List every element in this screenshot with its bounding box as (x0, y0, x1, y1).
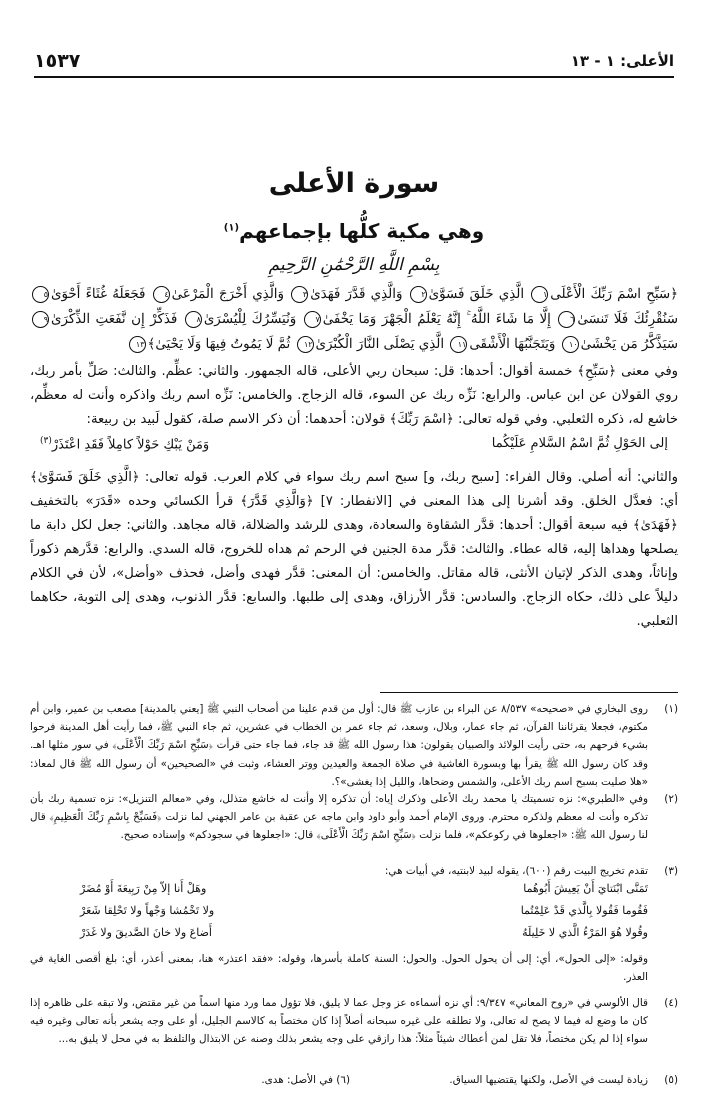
footnote-number: (٢) (664, 793, 678, 805)
footnote-number: (٦) (336, 1074, 350, 1086)
ayah-number-marker: ٢ (410, 286, 427, 303)
footnote-3 (30, 862, 678, 880)
page-number: ١٥٣٧ (34, 50, 81, 72)
surah-title: سورة الأعلى (268, 168, 440, 199)
footnote-number: (٤) (664, 997, 678, 1009)
verse-text: إِلَّا مَا شَاءَ اللَّهُ ۚ إِنَّهُ يَعْلَمُ الْجَهْرَ وَمَا يَخْفَىٰ (322, 312, 551, 327)
footnote-text: وقوله: «إلى الحول»، أي: إلى أن يحول الحول. والحول: السنة كاملة بأسرها، وقوله: «فقد اعتذر» هنا، بمعنى أعذر، أي: بلغ أقصى الغاية في العذر. (30, 953, 648, 984)
ayah-number-marker: ١٠ (562, 336, 579, 353)
running-header (34, 46, 674, 78)
subtitle-text: وهي مكية كلُّها بإجماعهم (239, 219, 485, 243)
footnote-text: قال الألوسي في «روح المعاني» ٩/٣٤٧: أي نزه أسماءه عز وجل عما لا يليق، فلا تؤول مما ورد منها اسماً من غير مقتض، ولا تبقه على ظاهره إذا كان ما وضع له فيما لا يصح له تعالى، ولا تطلقه على غيره سبحانه أصلاً إذا كان مختصاً به كالاسم الجليل، أو على وجه يشعر بأنه تعالى وغيره فيه سواء إذا لم يكن مختصاً، فلا تقل لمن أعطاك شيئاً مثلاً: هذا رازقي على وجه يشعر بذلك وصنه عن الابتذال والتلفظ به في محل لا يليق به... (30, 997, 648, 1046)
footnote-text: تقدم تخريج البيت رقم (٦٠٠)، يقوله لبيد لابنتيه، في أبيات هي: (384, 865, 648, 877)
verse-text: فَذَكِّرْ إِن نَّفَعَتِ الذِّكْرَىٰ (51, 312, 178, 327)
footnote-text: زيادة ليست في الأصل، ولكنها يقتضيها السياق. (449, 1074, 648, 1086)
footnote-1 (30, 700, 678, 791)
verse-text: الَّذِي خَلَقَ فَسَوَّىٰ (428, 287, 525, 302)
verse-text: وَالَّذِي أَخْرَجَ الْمَرْعَىٰ (171, 287, 284, 302)
footnote-number: (٥) (664, 1074, 678, 1086)
surah-reference: الأعلى: ١ - ١٣ (570, 52, 674, 70)
ayah-number-marker: ٩ (32, 311, 49, 328)
poem-line (40, 432, 668, 456)
poem-hemistich-2 (40, 436, 209, 452)
basmala: بِسْمِ اللَّهِ الرَّحْمَٰنِ الرَّحِيمِ (268, 255, 440, 275)
poem-hemistich-1: إلى الحَوْلِ ثُمَّ اسْمُ السَّلامِ عَلَيْكُما (491, 436, 668, 451)
commentary-paragraph-2: والثاني: أنه أصلي. وقال الفراء: [سبح ربك، و] سبح اسم ربك سواء في كلام العرب. قوله تعالى: ﴿الَّذِي خَلَقَ فَسَوَّىٰ﴾ أي: فعدَّل الخلق. وقد أشرنا إلى هذا المعنى في [الانفطار: ٧] ﴿وَالَّذِي قَدَّرَ﴾ قرأ الكسائي وحده «قَدَرَ» بالتخفيف ﴿فَهَدَىٰ﴾ فيه سبعة أقوال: أحدها: قدَّر الشقاوة والسعادة، وهدى للرشد والضلالة، قاله مجاهد. والثاني: جعل لكل دابة ما يصلحها وهداها إليه، قاله عطاء. والثالث: قدَّر مدة الجنين في الرحم ثم هداه للخروج، قاله السدي. والرابع: قدَّرهم ذكوراً وإناثاً، وهدى الذكر لإتيان الأنثى، قاله مقاتل. والخامس: أن المعنى: قدَّر فهدى وأضل، فحذف «وأضل»، لأن في الكلام دليلاً على ذلك، حكاه الزجاج. والسادس: قدَّر الأرزاق، وهدى إلى طلبها. والسابع: قدَّر الذنوب، وهدى إلى التوبة، حكاهما الثعلبي. (30, 470, 678, 629)
verse-text: سَيَذَّكَّرُ مَن يَخْشَىٰ (580, 337, 678, 352)
footnote-poem-hemistich: تَمَنَّى ابْنَتايَ أَنْ يَعِيشَ أَبُوهُما (523, 882, 648, 895)
ayah-number-marker: ٦ (558, 311, 575, 328)
verse-text: فَجَعَلَهُ غُثَاءً أَحْوَىٰ (51, 287, 146, 302)
subtitle-footnote-ref: (١) (223, 222, 240, 234)
verse-text: وَنُيَسِّرُكَ لِلْيُسْرَىٰ (203, 312, 297, 327)
quran-verses (30, 282, 678, 357)
footnote-poem-hemistich: وهَلْ أَنا إلاّ مِنْ رَبِيعَةَ أَوْ مُضَرْ (80, 882, 207, 895)
footnote-text: وفي «الطبري»: نزه تسميتك يا محمد ربك الأعلى وذكرك إياه: أن تذكره إلا وأنت له خاشع متذلل، وفي «معالم التنزيل»: نزه تسمية ربك بأن تذكره وأنت له معظم ولذكره محترم. وروى الإمام أحمد وأبو داود وابن ماجه عن عقبة بن عامر الجهني لما نزلت ﴿فَسَبِّحْ بِاسْمِ رَبِّكَ الْعَظِيمِ﴾ قال لنا رسول الله ﷺ: «اجعلوها في ركوعكم»، فلما نزلت ﴿سَبِّحِ اسْمَ رَبِّكَ الْأَعْلَى﴾ قال: «اجعلوها في سجودكم» وإسناده صحيح. (30, 793, 648, 842)
verse-text: وَيَتَجَنَّبُهَا الْأَشْقَى (469, 337, 556, 352)
ayah-number-marker: ١٣ (129, 336, 146, 353)
ayah-number-marker: ٥ (32, 286, 49, 303)
footnote-poem-line-1 (80, 882, 648, 900)
ayah-number-marker: ١١ (450, 336, 467, 353)
ayah-number-marker: ٤ (153, 286, 170, 303)
footnote-text: في الأصل: هدى. (261, 1074, 333, 1086)
footnote-6 (261, 1074, 350, 1086)
footnote-number: (١) (664, 703, 678, 715)
ayah-number-marker: ٧ (304, 311, 321, 328)
footnote-text: روى البخاري في «صحيحه» ٨/٥٣٧ عن البراء بن عازب ﷺ قال: أول من قدم علينا من أصحاب النبي ﷺ [يعني بالمدينة] مصعب بن عمير، وابن أم مكتوم، فجعلا يقرئاننا القرآن، ثم جاء عمار، وبلال، وسعد، ثم جاء عمر بن الخطاب في عشرين، ثم جاء النبي ﷺ، فما رأيت أهل المدينة فرحوا بشيء فرحهم به، حتى رأيت الولائد والصبيان يقولون: هذا رسول الله ﷺ قد جاء، فما جاء حتى قرأت ﴿سَبِّحِ اسْمَ رَبِّكَ الْأَعْلَى﴾ في سور مثلها اهـ. وقد كان رسول الله ﷺ يقرأ بها وبسورة الغاشية في صلاة الجمعة والعيدين ووتر العشاء، وثبت في «الصحيحين» أن رسول الله ﷺ قال لمعاذ: «هلا صليت بسبح اسم ربك الأعلى، والشمس وضحاها، والليل إذا يغشى»؟. (30, 703, 648, 788)
ayah-number-marker: ١٢ (297, 336, 314, 353)
footnote-number: (٣) (664, 865, 678, 877)
footnote-poem-line-3 (80, 926, 648, 944)
surah-subtitle (0, 219, 708, 243)
ayah-number-marker: ٣ (291, 286, 308, 303)
footnote-poem-hemistich: فَقُوما فَقُولا بِالَّذي قَدْ عَلِمْتُما (520, 904, 648, 917)
verse-text: سَنُقْرِئُكَ فَلَا تَنسَىٰ (577, 312, 679, 327)
ayah-number-marker: ٨ (185, 311, 202, 328)
footnote-4 (30, 994, 678, 1049)
verse-text: الَّذِي يَصْلَى النَّارَ الْكُبْرَىٰ (315, 337, 445, 352)
footnote-3-tail (30, 950, 678, 986)
commentary-paragraph-1: وفي معنى ﴿سَبِّحِ﴾ خمسة أقوال: أحدها: قل: سبحان ربي الأعلى، قاله الجمهور. والثاني: عظِّم. والثالث: صَلِّ بأمر ربك، روي القولان عن ابن عباس. والرابع: نَزِّه ربك عن السوء، قاله الزجاج. والخامس: نَزِّه اسم ربك واذكره وأنت له معظِّم، خاشع له، ذكره الثعلبي. وفي قوله تعالى: ﴿اسْمَ رَبِّكَ﴾ قولان: أحدهما: أن ذكر الاسم صلة، كقول لَبيد بن ربيعة: (30, 364, 678, 427)
footnote-2 (30, 790, 678, 845)
ayah-number-marker: ١ (531, 286, 548, 303)
footnote-poem-line-2 (80, 904, 648, 922)
footnote-poem-hemistich: أَضاعَ ولا خانَ الصَّديقَ ولا غَدَرْ (80, 926, 212, 939)
poem-footnote-ref: (٣) (40, 436, 52, 446)
footnote-poem-hemistich: وقُولا هُوَ المَرْءُ الَّذي لا خَلِيلَهُ (522, 926, 648, 939)
footnote-poem-hemistich: ولا تَخْمُشا وَجْهاً ولا تَحْلِقا شَعَرْ (80, 904, 215, 917)
verse-text: ﴿سَبِّحِ اسْمَ رَبِّكَ الْأَعْلَى (550, 287, 678, 302)
footnote-separator (380, 692, 678, 693)
verse-text: وَالَّذِي قَدَّرَ فَهَدَىٰ (310, 287, 403, 302)
poem-hemistich-2-text: وَمَنْ يَبْكِ حَوْلاً كامِلاً فَقَدِ اعْتَذَرْ (51, 437, 210, 453)
verse-text: ثُمَّ لَا يَمُوتُ فِيهَا وَلَا يَحْيَىٰ﴾ (147, 337, 291, 352)
